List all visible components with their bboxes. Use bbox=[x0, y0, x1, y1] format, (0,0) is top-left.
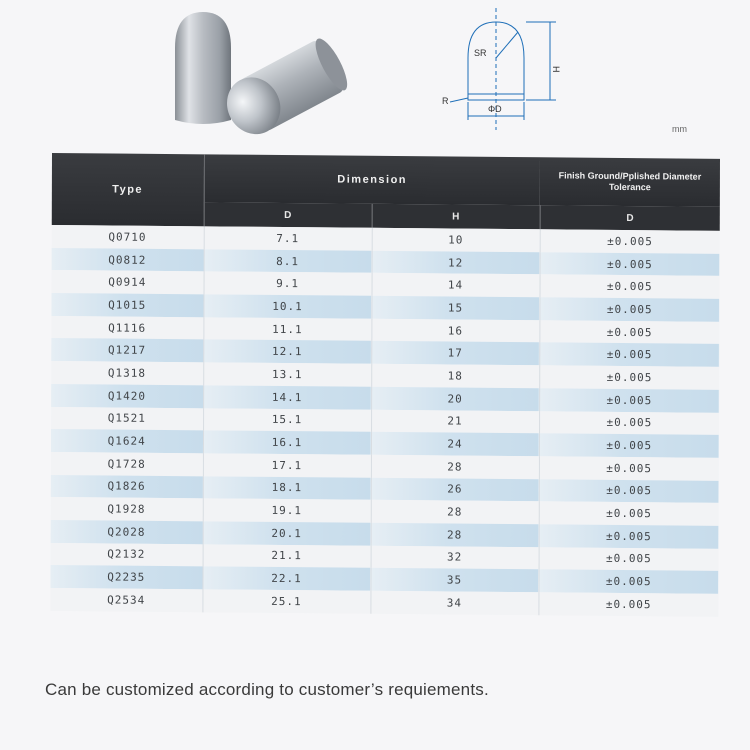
cell-h: 24 bbox=[371, 432, 539, 456]
spec-table bbox=[50, 153, 720, 617]
cell-d: 11.1 bbox=[203, 317, 371, 341]
cell-type: Q1624 bbox=[51, 429, 203, 453]
table-body bbox=[50, 225, 719, 617]
cell-d: 20.1 bbox=[203, 521, 371, 545]
cell-tolerance: ±0.005 bbox=[539, 365, 719, 389]
cell-type: Q0812 bbox=[52, 248, 204, 272]
cell-type: Q0914 bbox=[52, 270, 204, 294]
cell-tolerance: ±0.005 bbox=[539, 547, 719, 571]
cell-d: 19.1 bbox=[203, 499, 371, 523]
header-dimension: Dimension bbox=[204, 154, 540, 205]
cell-type: Q1521 bbox=[51, 406, 203, 430]
cell-tolerance: ±0.005 bbox=[539, 502, 719, 526]
cell-d: 25.1 bbox=[202, 589, 370, 613]
header-h: H bbox=[372, 204, 540, 229]
cell-h: 32 bbox=[371, 545, 539, 569]
header-tolerance-d: D bbox=[540, 205, 720, 231]
cell-h: 35 bbox=[370, 568, 538, 592]
cell-tolerance: ±0.005 bbox=[539, 524, 719, 548]
cell-h: 28 bbox=[371, 500, 539, 524]
header-tolerance: Finish Ground/Pplished Diameter Tolerance bbox=[540, 157, 720, 207]
cell-tolerance: ±0.005 bbox=[539, 343, 719, 367]
table-row bbox=[50, 588, 718, 617]
cell-type: Q0710 bbox=[52, 225, 204, 249]
cell-type: Q1420 bbox=[51, 384, 203, 408]
cell-h: 26 bbox=[371, 477, 539, 501]
diagram-label-h: H bbox=[551, 66, 561, 73]
cell-d: 13.1 bbox=[203, 362, 371, 386]
cell-h: 16 bbox=[371, 319, 539, 343]
cell-d: 12.1 bbox=[203, 340, 371, 364]
cell-tolerance: ±0.005 bbox=[539, 297, 719, 321]
cell-tolerance: ±0.005 bbox=[539, 320, 719, 344]
cell-type: Q1826 bbox=[51, 475, 203, 499]
cell-tolerance: ±0.005 bbox=[539, 479, 719, 503]
cell-type: Q1318 bbox=[51, 361, 203, 385]
cell-d: 22.1 bbox=[202, 567, 370, 591]
cell-h: 12 bbox=[372, 250, 540, 274]
cell-tolerance: ±0.005 bbox=[539, 456, 719, 480]
cell-type: Q1015 bbox=[51, 293, 203, 317]
cell-d: 8.1 bbox=[204, 249, 372, 273]
cell-type: Q2132 bbox=[51, 543, 203, 567]
cell-tolerance: ±0.005 bbox=[540, 275, 720, 299]
cell-tolerance: ±0.005 bbox=[539, 388, 719, 412]
header-type: Type bbox=[52, 153, 204, 226]
cell-tolerance: ±0.005 bbox=[539, 433, 719, 457]
product-photo bbox=[165, 8, 365, 138]
cell-type: Q1928 bbox=[51, 497, 203, 521]
cell-d: 15.1 bbox=[203, 408, 371, 432]
diagram-label-r: R bbox=[442, 96, 449, 106]
cell-d: 14.1 bbox=[203, 385, 371, 409]
cell-type: Q1728 bbox=[51, 452, 203, 476]
cell-d: 17.1 bbox=[203, 453, 371, 477]
cell-d: 10.1 bbox=[203, 294, 371, 318]
unit-label: mm bbox=[672, 124, 687, 134]
cell-tolerance: ±0.005 bbox=[540, 229, 720, 253]
cell-h: 17 bbox=[371, 341, 539, 365]
cell-d: 18.1 bbox=[203, 476, 371, 500]
cell-h: 21 bbox=[371, 409, 539, 433]
cell-h: 18 bbox=[371, 364, 539, 388]
cell-h: 14 bbox=[372, 273, 540, 297]
diagram-label-sr: SR bbox=[474, 48, 487, 58]
cell-tolerance: ±0.005 bbox=[538, 570, 718, 594]
cell-type: Q2534 bbox=[50, 588, 202, 612]
dimension-diagram bbox=[430, 8, 570, 133]
cell-type: Q2028 bbox=[51, 520, 203, 544]
cell-type: Q1217 bbox=[51, 338, 203, 362]
cell-d: 21.1 bbox=[203, 544, 371, 568]
cell-d: 9.1 bbox=[204, 272, 372, 296]
cell-tolerance: ±0.005 bbox=[538, 592, 718, 616]
cell-h: 15 bbox=[371, 296, 539, 320]
cell-h: 20 bbox=[371, 387, 539, 411]
cell-h: 28 bbox=[371, 523, 539, 547]
cell-h: 10 bbox=[372, 228, 540, 252]
header-d: D bbox=[204, 202, 372, 227]
cell-tolerance: ±0.005 bbox=[540, 252, 720, 276]
cell-type: Q2235 bbox=[50, 565, 202, 589]
cell-h: 34 bbox=[370, 591, 538, 615]
diagram-label-d: ΦD bbox=[488, 104, 502, 114]
spec-table-container bbox=[50, 153, 720, 617]
cell-d: 16.1 bbox=[203, 431, 371, 455]
cell-type: Q1116 bbox=[51, 316, 203, 340]
cell-tolerance: ±0.005 bbox=[539, 411, 719, 435]
customization-caption: Can be customized according to customer’s requiements. bbox=[45, 680, 489, 699]
cell-d: 7.1 bbox=[204, 226, 372, 250]
cell-h: 28 bbox=[371, 455, 539, 479]
